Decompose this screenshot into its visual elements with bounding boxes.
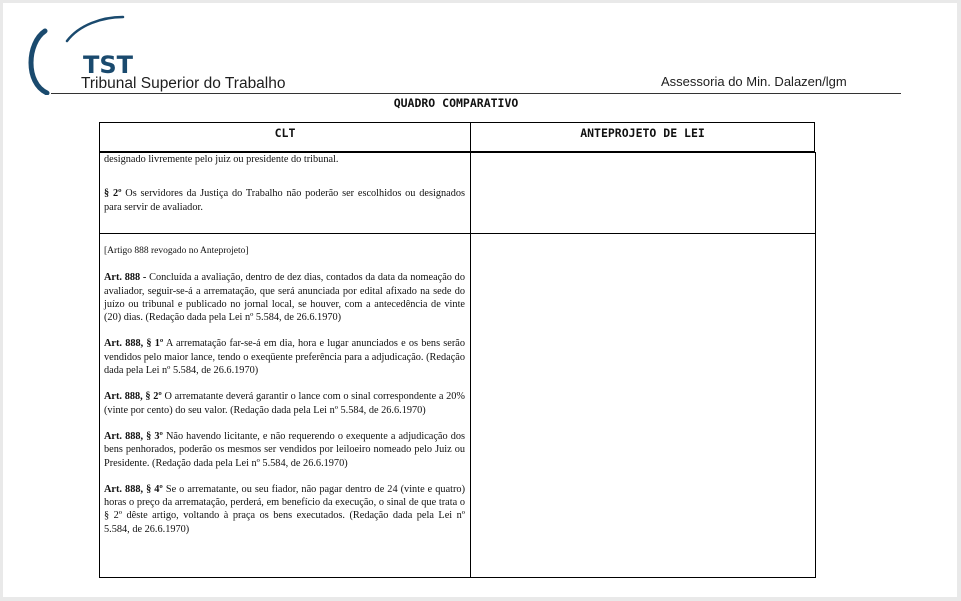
document-page xyxy=(3,3,957,597)
logo-name: Tribunal Superior do Trabalho xyxy=(81,75,286,92)
row-divider xyxy=(100,233,815,234)
paragraph: Art. 888 - Concluída a avaliação, dentro de dez dias, contados da data da nomeação do avaliador, seguir-se-á a arrematação, que será anunciada por edital afixado na sede do juízo ou tribunal e publicado no jornal local, se houver, com a antecedência de vinte (20) dias. (Redação dada pela Lei nº 5.584, de 26.6.1970) xyxy=(104,272,465,324)
office-label: Assessoria do Min. Dalazen/lgm xyxy=(661,74,847,89)
column-header-row xyxy=(99,122,815,152)
logo-abbrev: TST xyxy=(83,51,134,79)
comparison-table xyxy=(99,152,816,578)
table-row-1-clt xyxy=(104,153,465,214)
paragraph: Art. 888, § 4º Se o arrematante, ou seu fiador, não pagar dentro de 24 (vinte e quatro) horas o preço da arrematação, perderá, em benefício da execução, o sinal de que trata o § 2º dêste artigo, voltando à praça os bens executados. (Redação dada pela Lei nº 5.584, de 26.6.1970) xyxy=(104,483,466,535)
tst-logo xyxy=(27,13,286,95)
paragraph: designado livremente pelo juiz ou presidente do tribunal. xyxy=(104,154,339,165)
column-divider xyxy=(470,153,471,577)
table-row-2-clt xyxy=(104,245,465,536)
paragraph: § 2º Os servidores da Justiça do Trabalho não poderão ser escolhidos ou designados para servir de avaliador. xyxy=(104,188,465,213)
header-rule xyxy=(51,93,901,94)
paragraph: Art. 888, § 1º A arrematação far-se-á em dia, hora e lugar anunciados e os bens serão vendidos pelo maior lance, tendo o exeqüente preferência para a adjudicação. (Redação dada pela Lei nº 5.584, de 26.6.1970) xyxy=(104,338,465,377)
paragraph: Art. 888, § 2º O arrematante deverá garantir o lance com o sinal correspondente a 20% (vinte por cento) do seu valor. (Redação dada pela Lei nº 5.584, de 26.6.1970) xyxy=(104,391,465,416)
paragraph: Art. 888, § 3º Não havendo licitante, e não requerendo o exequente a adjudicação dos bens penhorados, poderão os mesmos ser vendidos por leiloeiro nomeado pelo Juiz ou Presidente. (Redação dada pela Lei nº 5.584, de 26.6.1970) xyxy=(104,430,465,469)
paragraph: [Artigo 888 revogado no Anteprojeto] xyxy=(104,246,249,256)
document-title: QUADRO COMPARATIVO xyxy=(393,96,519,110)
column-header-anteprojeto: ANTEPROJETO DE LEI xyxy=(580,126,705,140)
column-header-clt: CLT xyxy=(100,123,471,151)
